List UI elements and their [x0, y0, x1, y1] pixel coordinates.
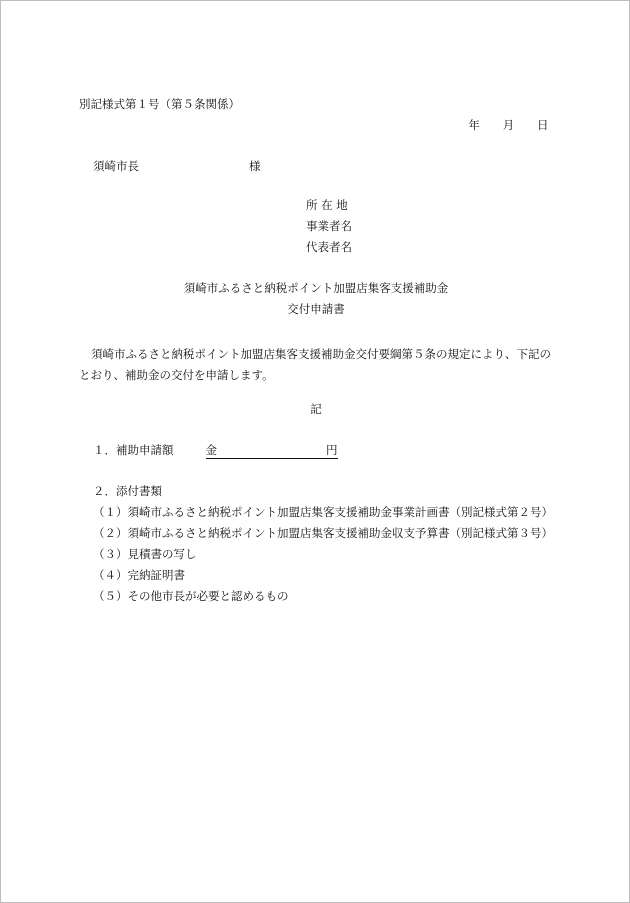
date-month-label: 月: [502, 118, 515, 132]
date-line: [468, 119, 549, 133]
amount-prefix: 金: [205, 443, 217, 457]
body-text: 須崎市ふるさと納税ポイント加盟店集客支援補助金交付要綱第５条の規定により、下記のとおり、補助金の交付を申請します。: [79, 347, 551, 383]
document-title-line2: 交付申請書: [287, 302, 345, 316]
attachment-item: （３）見積書の写し: [93, 547, 197, 561]
date-day-label: 日: [537, 118, 549, 132]
attachment-item: （２）須崎市ふるさと納税ポイント加盟店集客支援補助金収支予算書（別記様式第３号）: [93, 526, 553, 540]
addressee: [93, 160, 261, 174]
date-year-label: 年: [468, 118, 481, 132]
applicant-representative-label: 代表者名: [306, 240, 352, 254]
addressee-honorific: 様: [249, 159, 261, 173]
attachments-heading: ２．添付書類: [93, 484, 162, 498]
attachment-item: （４）完納証明書: [93, 568, 185, 582]
form-number: 別記様式第１号（第５条関係）: [79, 97, 240, 111]
attachment-item: （５）その他市長が必要と認めるもの: [93, 589, 289, 603]
addressee-name: 須崎市長: [93, 159, 139, 173]
applicant-address-label: 所 在 地: [306, 198, 348, 212]
attachment-item: （１）須崎市ふるさと納税ポイント加盟店集客支援補助金事業計画書（別記様式第２号）: [93, 505, 553, 519]
document-title-line1: 須崎市ふるさと納税ポイント加盟店集客支援補助金: [183, 281, 449, 295]
requested-amount-field: [206, 444, 338, 459]
item-requested-amount: [93, 444, 338, 459]
requested-amount-label: １．補助申請額: [93, 443, 174, 457]
applicant-business-name-label: 事業者名: [306, 219, 352, 233]
ki-heading: 記: [310, 402, 322, 416]
amount-suffix: 円: [326, 443, 338, 457]
